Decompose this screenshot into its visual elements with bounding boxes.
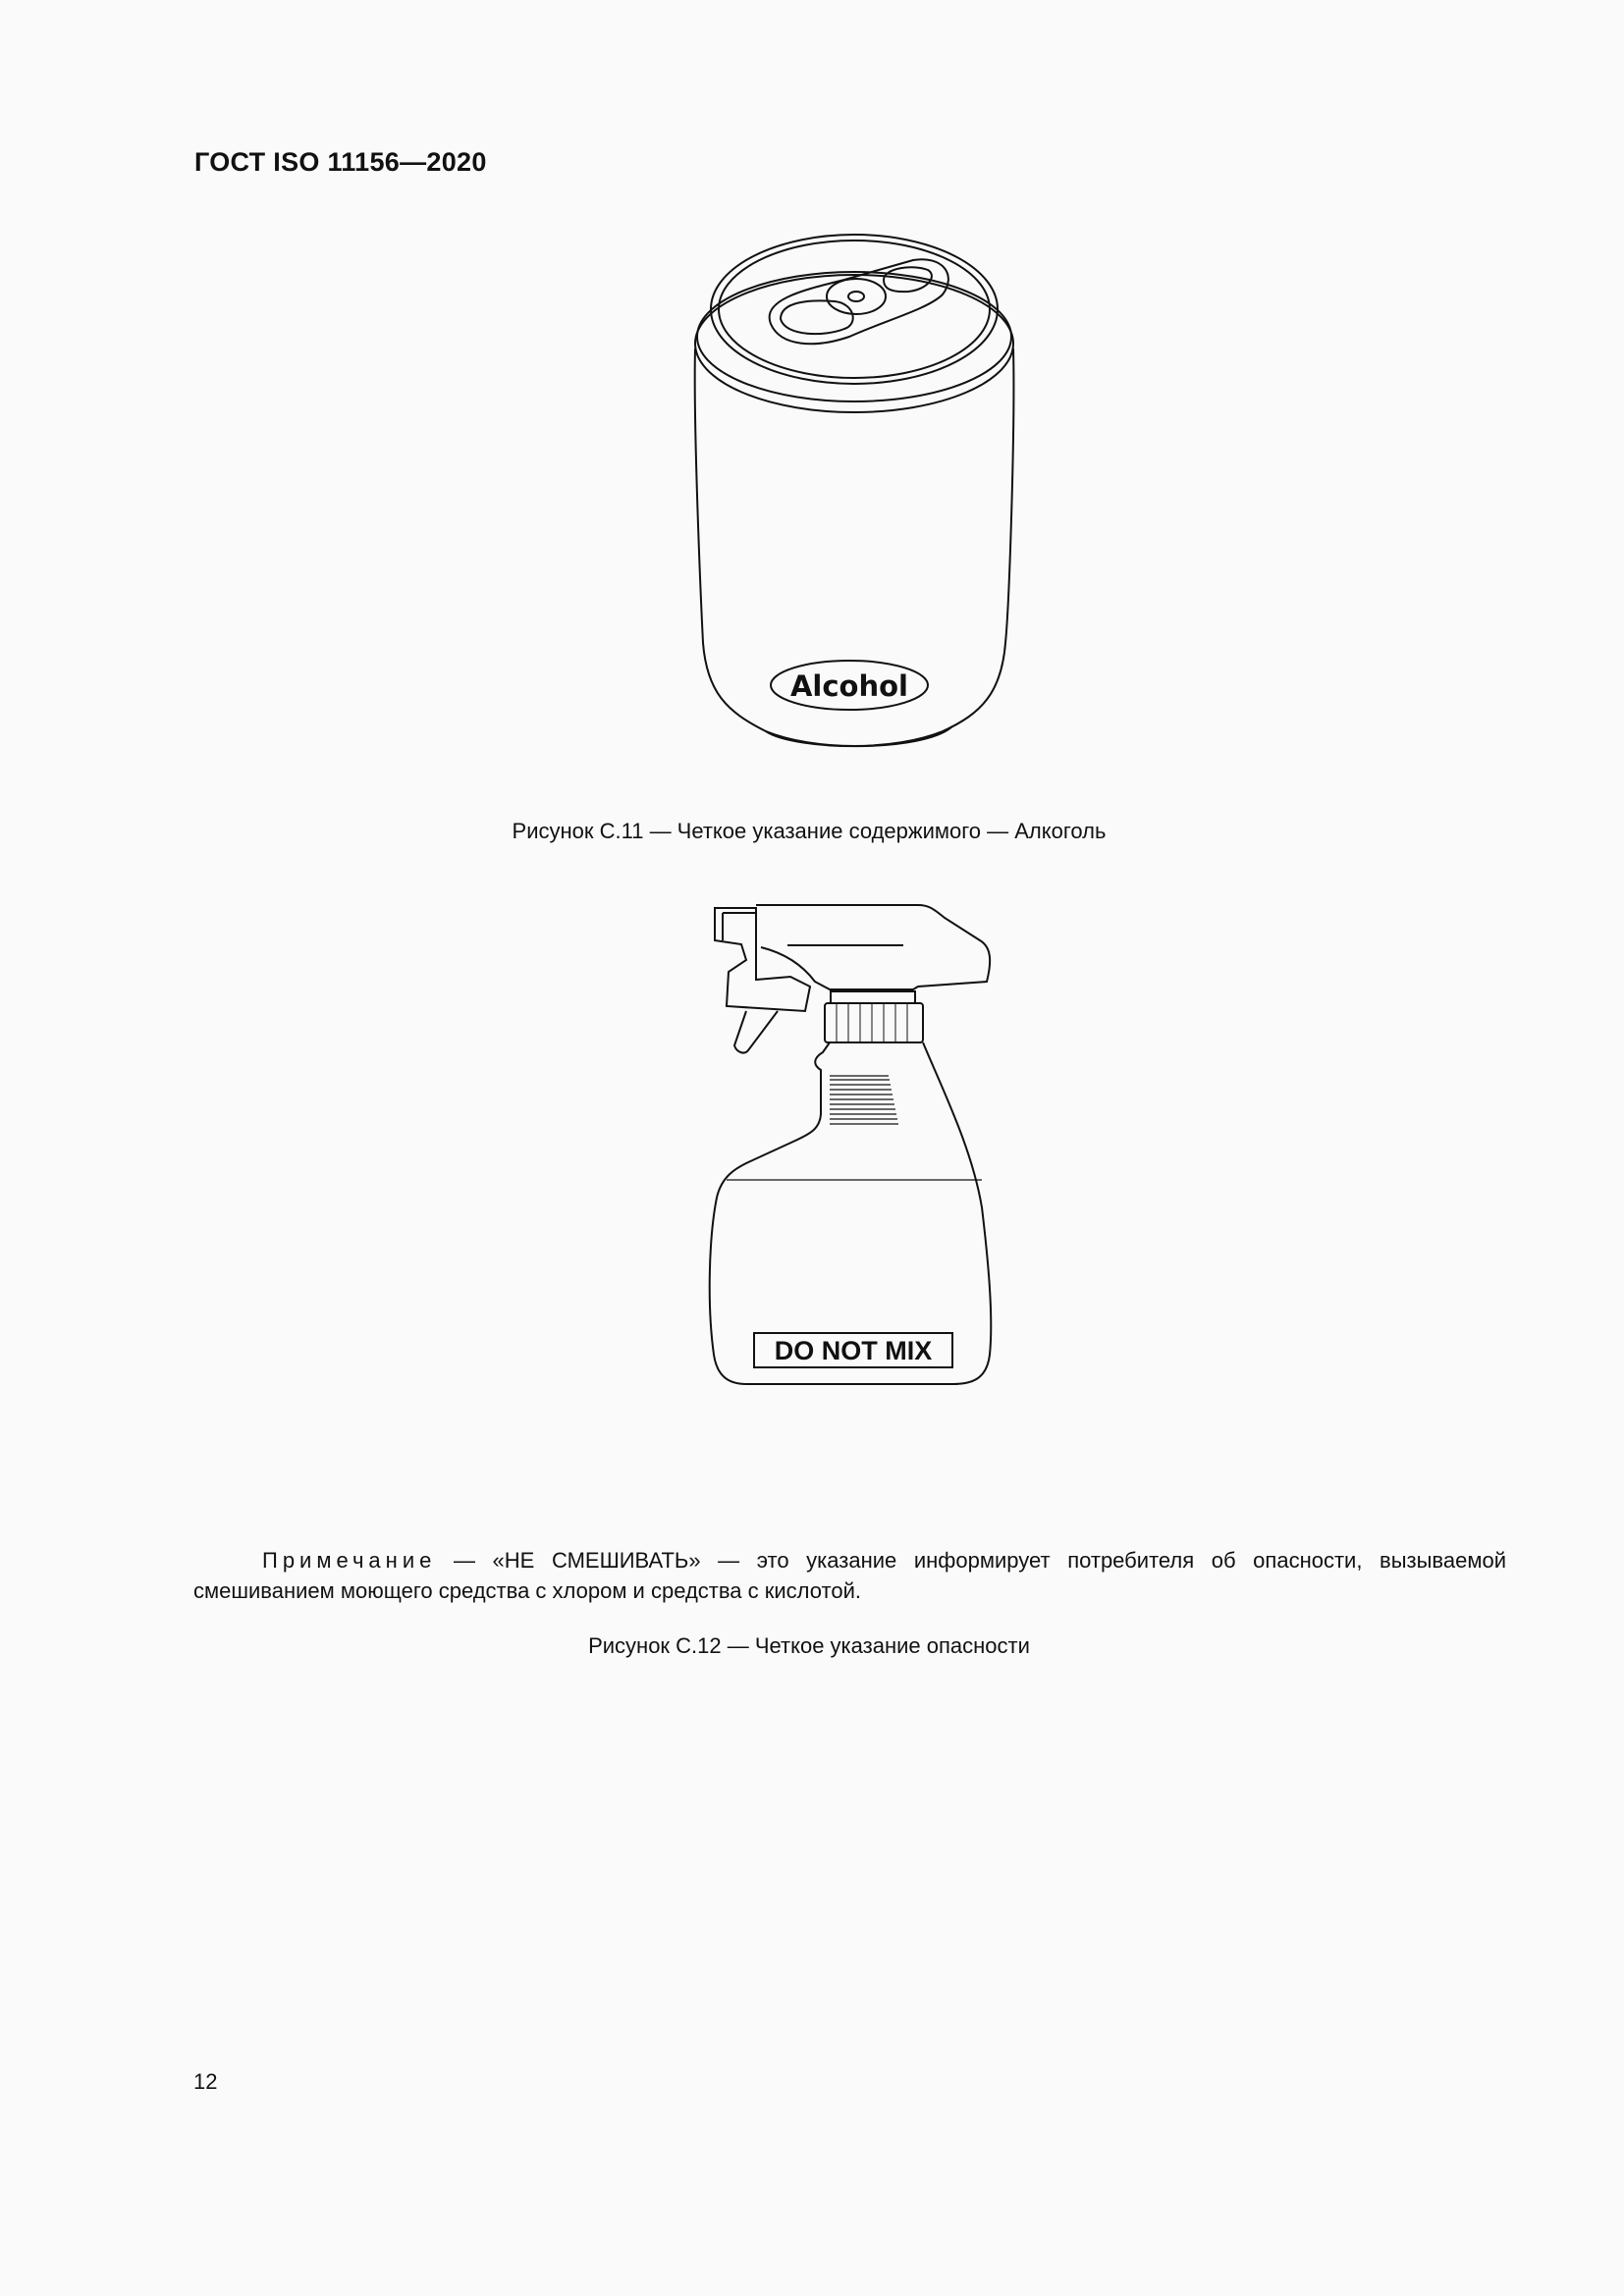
note-prefix: Примечание xyxy=(262,1548,437,1573)
trigger-head xyxy=(715,908,810,1011)
can-illustration xyxy=(677,231,1031,780)
grip-lines xyxy=(830,1076,898,1124)
spray-bottle-illustration xyxy=(687,883,1021,1414)
figure-caption-c12: Рисунок С.12 — Четкое указание опасности xyxy=(588,1633,1030,1658)
do-not-mix-label-text: DO NOT MIX xyxy=(774,1336,933,1365)
can-rim-lower xyxy=(695,275,1013,412)
document-header: ГОСТ ISO 11156—2020 xyxy=(194,147,487,177)
bottle-cap xyxy=(825,1003,923,1042)
page-number: 12 xyxy=(193,2069,218,2094)
note-paragraph xyxy=(193,1545,1506,1606)
trigger-lever xyxy=(734,1011,778,1052)
cap-ridges xyxy=(837,1003,907,1042)
note-text: — «НЕ СМЕШИВАТЬ» — это указание информирует потребителя об опасности, вызываемой смешиванием моющего средства с хлором и средства с кислотой. xyxy=(193,1548,1506,1603)
can-rim-outer xyxy=(711,235,998,384)
alcohol-label-text: Alcohol xyxy=(789,669,909,703)
figure-caption-c11: Рисунок С.11 — Четкое указание содержимого — Алкоголь xyxy=(512,819,1107,843)
